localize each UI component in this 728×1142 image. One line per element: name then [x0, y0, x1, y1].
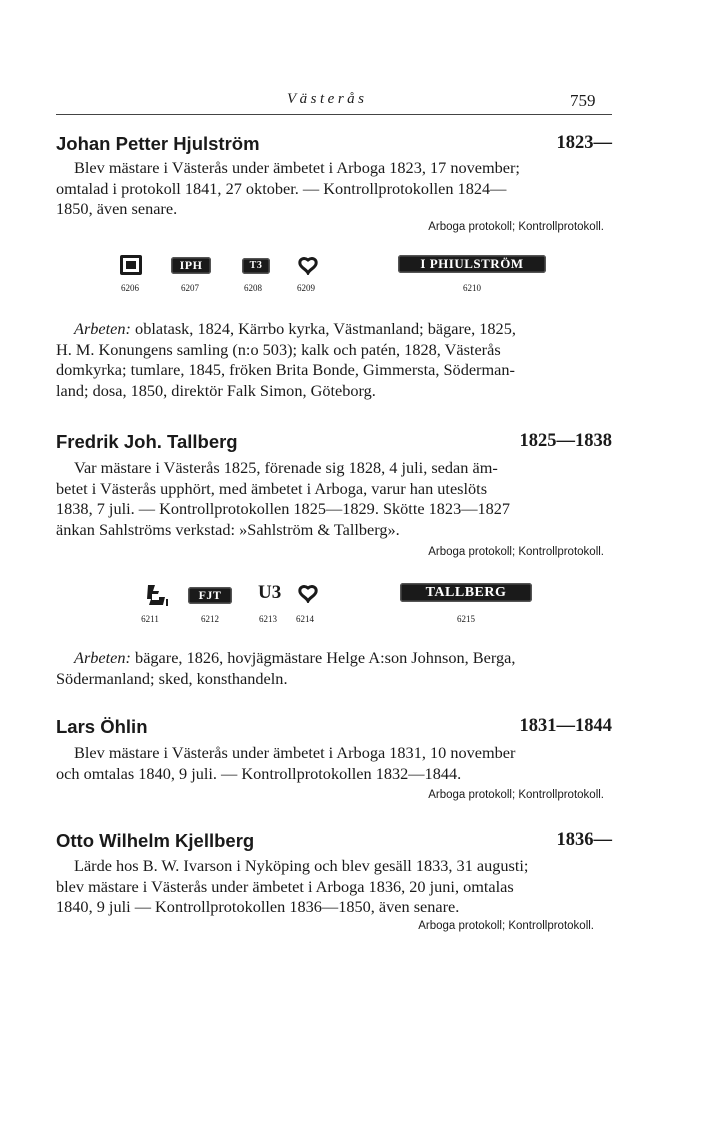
body-line: omtalad i protokoll 1841, 27 oktober. — Kontrollprotokollen 1824—	[56, 178, 507, 198]
body-line: betet i Västerås upphört, med ämbetet i Arboga, varur han uteslöts	[56, 478, 488, 498]
entry-years-hjulstrom: 1823—	[556, 133, 612, 153]
source-note-kjellberg: Arboga protokoll; Kontrollprotokoll.	[418, 920, 594, 932]
body-line: Lärde hos B. W. Ivarson i Nyköping och blev gesäll 1833, 31 augusti;	[74, 856, 529, 875]
maker-mark-6214	[298, 585, 318, 603]
mark-number: 6211	[141, 614, 159, 624]
page-number: 759	[570, 91, 596, 110]
running-head-title: Västerås	[287, 91, 368, 107]
body-line: Var mästare i Västerås 1825, förenade sig 1828, 4 juli, sedan äm-	[74, 458, 498, 477]
maker-mark-6212: FJT	[188, 587, 232, 604]
maker-mark-6209	[298, 257, 318, 275]
source-note-ohlin: Arboga protokoll; Kontrollprotokoll.	[428, 789, 604, 801]
entry-years-ohlin: 1831—1844	[519, 716, 612, 736]
maker-mark-6208: T3	[242, 258, 270, 274]
mark-number: 6208	[244, 283, 262, 293]
source-note-tallberg: Arboga protokoll; Kontrollprotokoll.	[428, 546, 604, 558]
works-label: Arbeten:	[74, 648, 131, 667]
works-line: domkyrka; tumlare, 1845, fröken Brita Bonde, Gimmersta, Söderman-	[56, 360, 515, 379]
mark-number: 6207	[181, 283, 199, 293]
mark-number: 6214	[296, 614, 314, 624]
entry-name-ohlin: Lars Öhlin	[56, 716, 148, 737]
works-line: bägare, 1826, hovjägmästare Helge A:son Johnson, Berga,	[135, 648, 516, 667]
maker-mark-6211	[145, 583, 171, 607]
body-line: änkan Sahlströms verkstad: »Sahlström & Tallberg».	[56, 519, 400, 539]
maker-mark-6215: TALLBERG	[400, 583, 532, 602]
header-rule	[56, 114, 612, 115]
works-line: land; dosa, 1850, direktör Falk Simon, Göteborg.	[56, 380, 376, 400]
entry-name-tallberg: Fredrik Joh. Tallberg	[56, 431, 238, 452]
works-line: oblatask, 1824, Kärrbo kyrka, Västmanland; bägare, 1825,	[135, 319, 516, 338]
body-line: Blev mästare i Västerås under ämbetet i Arboga 1823, 17 november;	[74, 158, 520, 177]
mark-number: 6210	[463, 283, 481, 293]
works-tallberg	[56, 648, 616, 689]
entry-body-tallberg	[56, 458, 616, 540]
works-label: Arbeten:	[74, 319, 131, 338]
entry-name-hjulstrom: Johan Petter Hjulström	[56, 133, 260, 154]
entry-body-hjulstrom	[56, 158, 616, 220]
body-line: 1840, 9 juli — Kontrollprotokollen 1836—1850, även senare.	[56, 897, 460, 916]
entry-body-ohlin	[56, 743, 616, 784]
entry-name-kjellberg: Otto Wilhelm Kjellberg	[56, 830, 255, 851]
works-line: H. M. Konungens samling (n:o 503); kalk och patén, 1828, Västerås	[56, 339, 501, 359]
maker-mark-6210: I PHIULSTRÖM	[398, 255, 546, 273]
entry-body-kjellberg	[56, 856, 616, 918]
body-line: 1850, även senare.	[56, 199, 178, 218]
source-note-hjulstrom: Arboga protokoll; Kontrollprotokoll.	[428, 221, 604, 233]
mark-number: 6206	[121, 283, 139, 293]
mark-number: 6213	[259, 614, 277, 624]
maker-mark-6207: IPH	[171, 257, 211, 274]
body-line: och omtalas 1840, 9 juli. — Kontrollprotokollen 1832—1844.	[56, 763, 462, 783]
mark-number: 6212	[201, 614, 219, 624]
maker-mark-6206	[120, 255, 142, 275]
body-line: Blev mästare i Västerås under ämbetet i Arboga 1831, 10 november	[74, 743, 516, 762]
entry-years-tallberg: 1825—1838	[519, 431, 612, 451]
maker-mark-6213: U3	[258, 582, 282, 603]
mark-number: 6215	[457, 614, 475, 624]
body-line: blev mästare i Västerås under ämbetet i Arboga 1836, 20 juni, omtalas	[56, 876, 514, 896]
mark-number: 6209	[297, 283, 315, 293]
body-line: 1838, 7 juli. — Kontrollprotokollen 1825—1829. Skötte 1823—1827	[56, 499, 511, 518]
works-hjulstrom	[56, 319, 616, 401]
entry-years-kjellberg: 1836—	[556, 830, 612, 850]
works-line: Södermanland; sked, konsthandeln.	[56, 668, 288, 688]
